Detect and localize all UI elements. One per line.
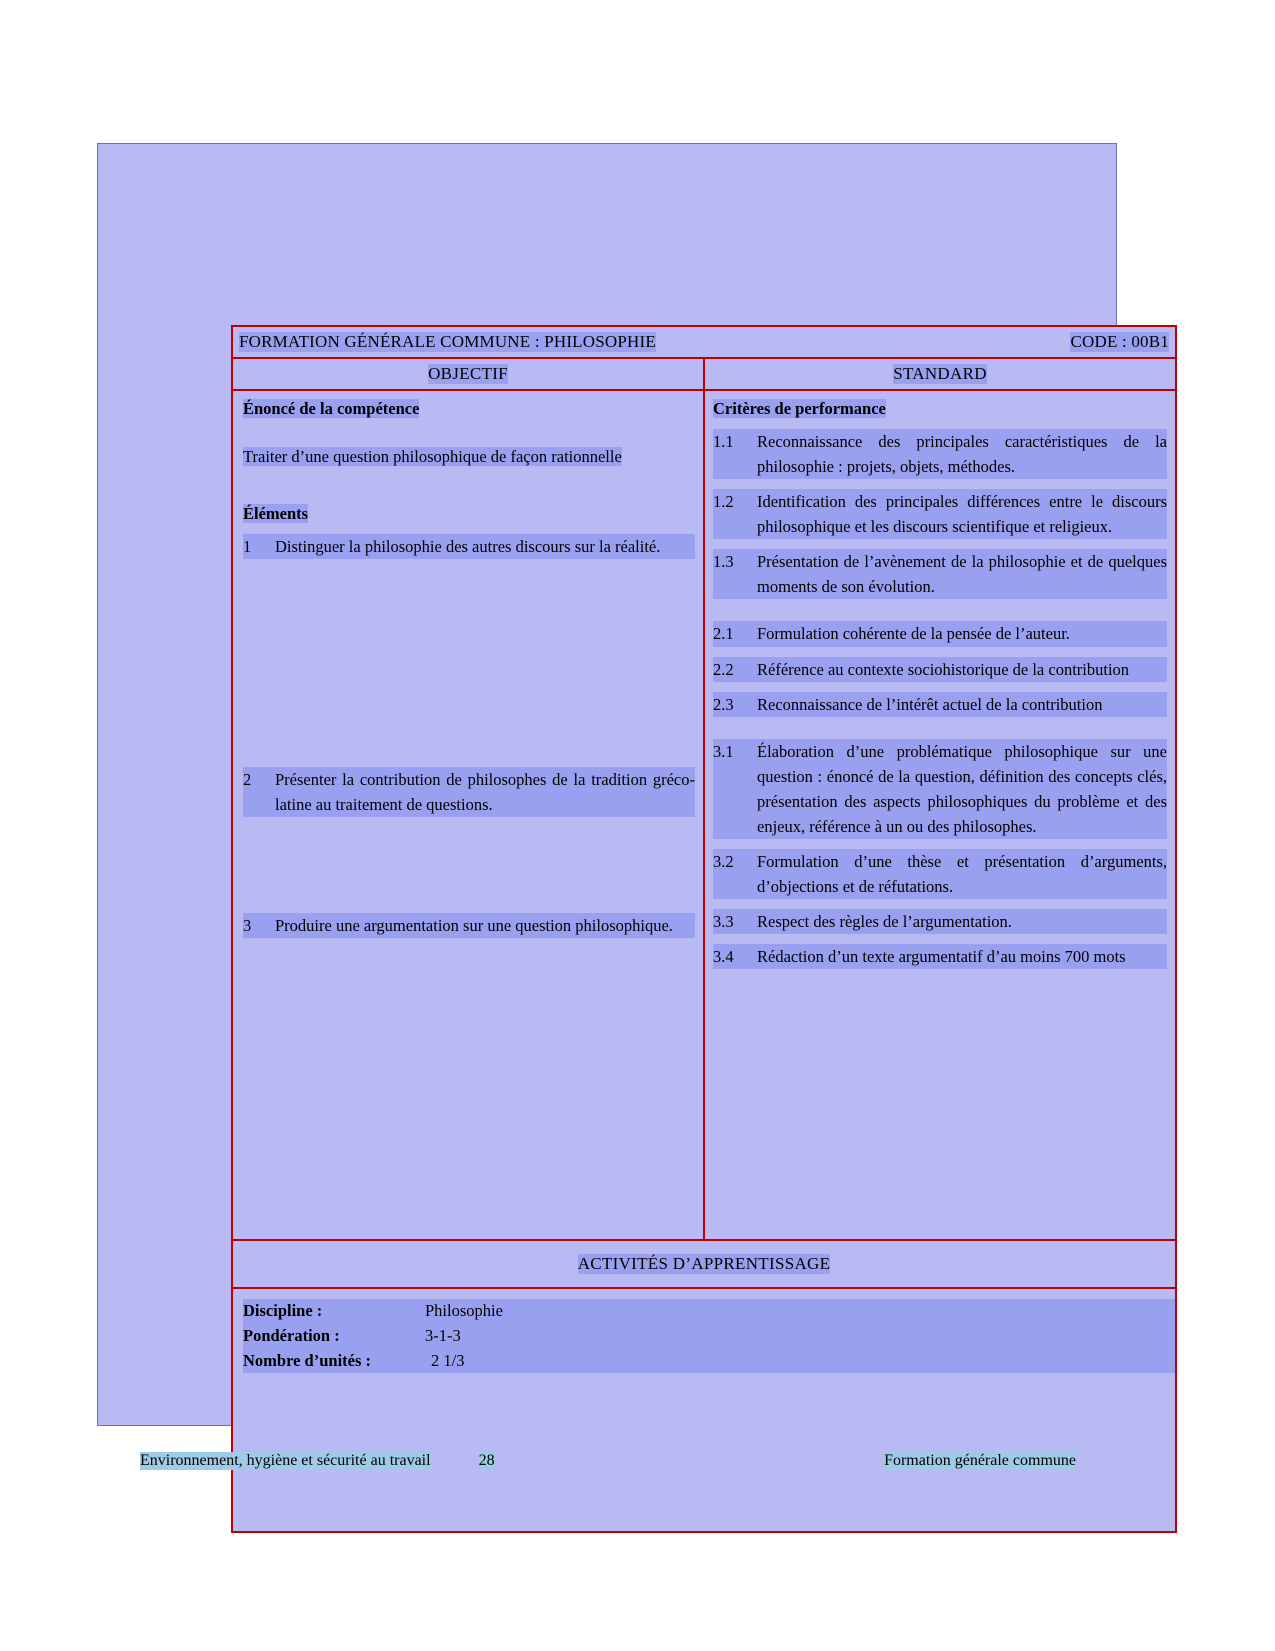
critere-item [713,429,1167,479]
info-row-unites [243,1349,1175,1374]
critere-item [713,621,1167,646]
page-footer [140,1452,1076,1470]
activities-banner-label: ACTIVITÉS D’APPRENTISSAGE [577,1254,831,1273]
critere-text: Reconnaissance de l’intérêt actuel de la contribution [757,692,1167,717]
objectif-column [233,391,705,1239]
elements-list [243,534,695,938]
info-row-discipline [243,1299,1175,1324]
info-label: Pondération : [243,1324,425,1349]
critere-text: Formulation d’une thèse et présentation d’arguments, d’objections et de réfutations. [757,849,1167,899]
critere-text: Élaboration d’une problématique philosophique sur une question : énoncé de la question, définition des concepts clés, présentation des aspects philosophiques du problème et des enjeux, référence à un ou des philosophes. [757,739,1167,839]
critere-item [713,692,1167,717]
footer-left-text: Environnement, hygiène et sécurité au travail [140,1452,431,1469]
critere-item [713,657,1167,682]
element-text: Présenter la contribution de philosophes de la tradition gréco-latine au traitement de questions. [275,767,695,817]
critere-number: 1.1 [713,429,757,479]
criteres-label: Critères de performance [713,399,886,418]
element-text: Distinguer la philosophie des autres discours sur la réalité. [275,534,695,559]
competency-table [231,325,1177,1533]
critere-number: 3.4 [713,944,757,969]
element-number: 1 [243,534,275,559]
element-item [243,767,695,817]
critere-item [713,909,1167,934]
critere-text: Formulation cohérente de la pensée de l’auteur. [757,621,1167,646]
page-frame [97,143,1169,1426]
program-title: FORMATION GÉNÉRALE COMMUNE : PHILOSOPHIE [239,332,656,351]
critere-item [713,739,1167,839]
critere-item [713,549,1167,599]
column-header-row [233,359,1175,391]
standard-column [705,391,1175,1239]
critere-number: 1.2 [713,489,757,539]
critere-item [713,489,1167,539]
element-number: 2 [243,767,275,817]
critere-number: 1.3 [713,549,757,599]
critere-text: Reconnaissance des principales caractéristiques de la philosophie : projets, objets, méthodes. [757,429,1167,479]
competency-code: CODE : 00B1 [1070,332,1169,351]
element-number: 3 [243,913,275,938]
column-header-objectif [233,359,705,389]
info-label: Nombre d’unités : [243,1349,425,1374]
critere-text: Présentation de l’avènement de la philosophie et de quelques moments de son évolution. [757,549,1167,599]
critere-text: Rédaction d’un texte argumentatif d’au moins 700 mots [757,944,1167,969]
critere-number: 2.1 [713,621,757,646]
column-header-objectif-label: OBJECTIF [428,364,508,383]
critere-text: Référence au contexte sociohistorique de la contribution [757,657,1167,682]
element-item [243,534,695,559]
info-value: 2 1/3 [425,1349,1175,1374]
criteres-list [713,429,1167,969]
enonce-text: Traiter d’une question philosophique de façon rationnelle [243,447,622,466]
table-body [233,391,1175,1241]
column-header-standard [705,359,1175,389]
column-header-standard-label: STANDARD [893,364,987,383]
critere-text: Identification des principales différences entre le discours philosophique et les discours scientifique et religieux. [757,489,1167,539]
info-label: Discipline : [243,1299,425,1324]
info-row-ponderation [243,1324,1175,1349]
critere-number: 3.2 [713,849,757,899]
critere-item [713,849,1167,899]
footer-page-number: 28 [478,1452,495,1469]
critere-number: 2.3 [713,692,757,717]
info-value: Philosophie [425,1299,1175,1324]
course-info-block [233,1289,1175,1531]
element-text: Produire une argumentation sur une question philosophique. [275,913,695,938]
critere-text: Respect des règles de l’argumentation. [757,909,1167,934]
critere-number: 2.2 [713,657,757,682]
enonce-label: Énoncé de la compétence [243,399,420,418]
activities-banner [233,1241,1175,1289]
table-title-row [233,327,1175,359]
critere-item [713,944,1167,969]
info-value: 3-1-3 [425,1324,1175,1349]
elements-label: Éléments [243,503,309,523]
element-item [243,913,695,938]
critere-number: 3.1 [713,739,757,839]
footer-right-text: Formation générale commune [884,1452,1076,1469]
critere-number: 3.3 [713,909,757,934]
